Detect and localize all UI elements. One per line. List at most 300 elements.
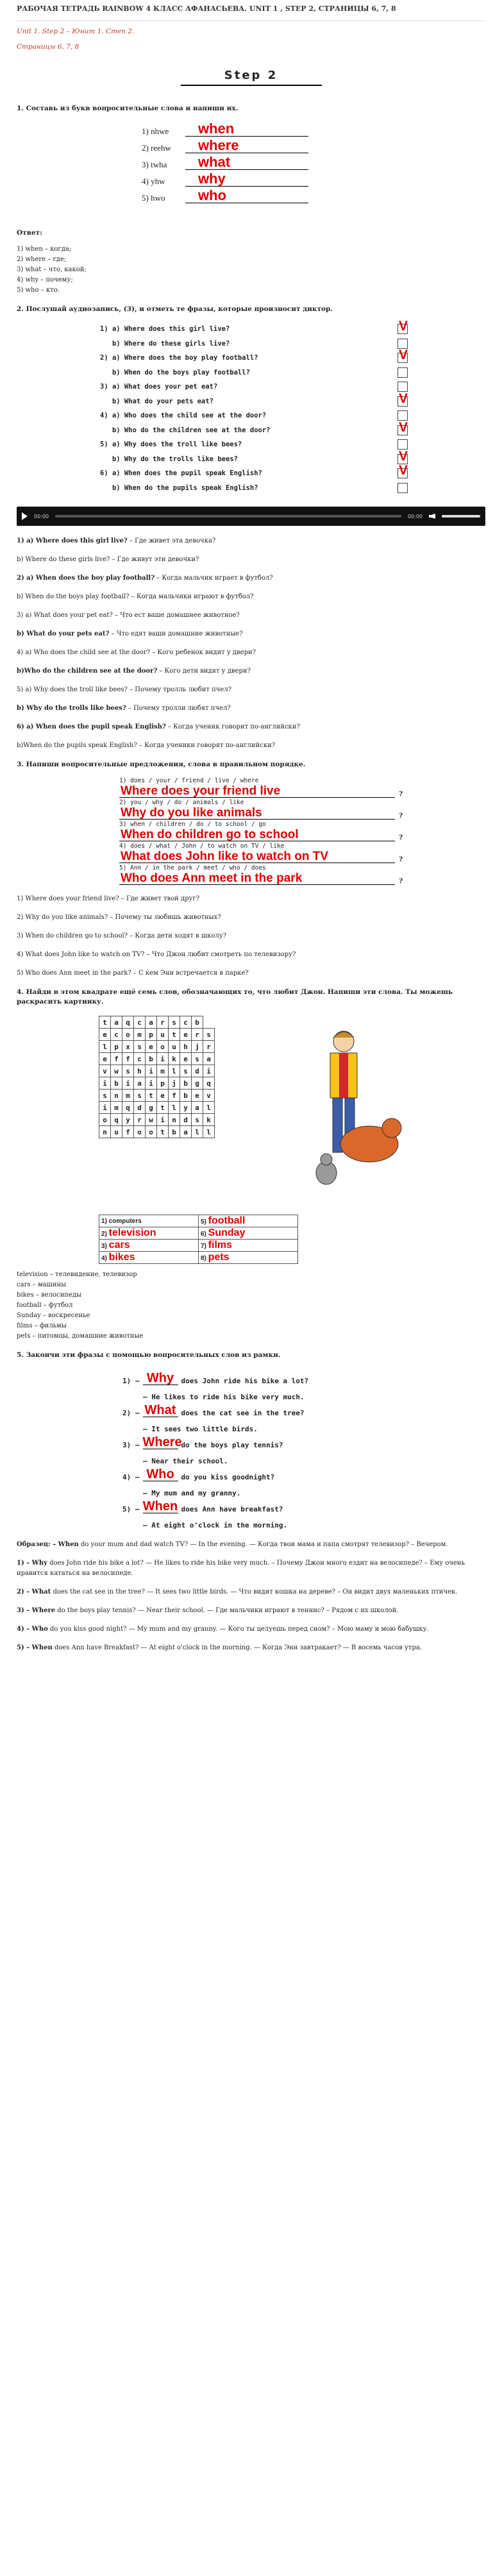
found-words-table	[99, 1215, 298, 1264]
grid-cell: p	[157, 1077, 169, 1090]
check-mark-icon: V	[399, 391, 408, 406]
translation: 5) a) Why does the troll like bees? – Почему тролль любит пчел?	[17, 686, 232, 693]
translation-line	[17, 1587, 485, 1597]
translation: 3) a) What does your pet eat? – Что ест ваше домашнее животное?	[17, 612, 240, 619]
dialog-row	[122, 1433, 424, 1449]
grid-cell: q	[111, 1114, 122, 1126]
grid-cell: p	[146, 1029, 157, 1041]
grid-row	[99, 1090, 215, 1102]
dialog-row	[122, 1481, 424, 1497]
dialog-text: b) Who do the children see at the door?	[100, 426, 271, 434]
task5-translations	[17, 1558, 485, 1653]
grid-cell: f	[122, 1126, 134, 1138]
task2-translations	[17, 536, 485, 751]
found-word: cars	[108, 1240, 130, 1250]
grid-cell: k	[203, 1114, 215, 1126]
dialog-text: 4) a) Who does the child see at the door?	[100, 412, 267, 420]
answer-label: Ответ:	[17, 229, 43, 237]
bold-phrase: b)Who do the children see at the door?	[17, 668, 158, 675]
dialog-row	[100, 437, 408, 452]
question-word: Where	[142, 1435, 182, 1449]
scrambled-word: 4) yhw	[142, 176, 165, 186]
answer-sentence: What does John like to watch on TV	[119, 850, 395, 863]
grid-cell: t	[169, 1029, 180, 1041]
word-row	[142, 120, 308, 137]
answer-row	[119, 871, 414, 885]
question-word: When	[142, 1499, 178, 1513]
grid-cell: s	[203, 1029, 215, 1041]
line-number: 1) —	[122, 1377, 140, 1385]
grid-row	[99, 1065, 215, 1077]
answer-sentence: Who does Ann meet in the park	[119, 872, 395, 885]
grid-cell: a	[146, 1016, 157, 1029]
grid-cell: e	[157, 1090, 169, 1102]
grid-cell: o	[134, 1126, 146, 1138]
grid-cell: r	[203, 1041, 215, 1053]
check-mark-icon: V	[399, 419, 408, 435]
translation: do you kiss good night? — My mum and my granny. — Кого ты целуешь перед сном? – Мою маму и мою бабушку.	[47, 1626, 429, 1633]
page-header: РАБОЧАЯ ТЕТРАДЬ RAINBOW 4 КЛАСС АФАНАСЬЕВА. UNIT 1 , STEP 2, СТРАНИЦЫ 6, 7, 8	[17, 4, 396, 13]
grid-cell: j	[192, 1041, 203, 1053]
audio-player	[17, 507, 485, 526]
letter-grid	[99, 1016, 215, 1138]
grid-cell: k	[169, 1053, 180, 1065]
grid-cell: x	[122, 1041, 134, 1053]
question-mark: ?	[399, 877, 403, 885]
dialog-text: 3) a) What does your pet eat?	[100, 383, 218, 391]
answer-line: 1) when – когда;	[17, 246, 72, 253]
pages-link[interactable]: Страницы 6, 7, 8	[17, 43, 79, 51]
scrambled-word: 2) reehw	[142, 143, 171, 153]
grid-cell: e	[180, 1029, 192, 1041]
translation: does John ride his bike a lot? — He likes to ride his bike very much. – Почему Джон много ездит на велосипеде? – Ему очень нравится кататься на велосипеде.	[17, 1560, 465, 1577]
grid-cell: i	[157, 1053, 169, 1065]
dialog-text: 2) a) Where does the boy play football?	[100, 354, 258, 362]
checkbox[interactable]	[397, 319, 408, 334]
grid-cell: m	[111, 1102, 122, 1114]
dialog-text: do the boys play tennis?	[181, 1441, 283, 1449]
volume-icon[interactable]	[429, 514, 435, 519]
dialog-text: — My mum and my granny.	[143, 1489, 241, 1497]
grid-cell: g	[192, 1077, 203, 1090]
grid-cell: h	[134, 1065, 146, 1077]
dialog-row	[100, 391, 408, 409]
word-table-row	[99, 1215, 298, 1227]
question-mark: ?	[399, 834, 403, 841]
dialog-row	[100, 481, 408, 496]
word-num: 5)	[201, 1218, 208, 1225]
grid-cell: f	[169, 1090, 180, 1102]
translation: – Кого дети видят у двери?	[157, 668, 251, 675]
grid-cell: i	[99, 1077, 111, 1090]
translation: – Где живет эта девочка?	[127, 537, 216, 544]
translation-line	[17, 573, 485, 584]
grid-row	[99, 1102, 215, 1114]
grid-row	[99, 1053, 215, 1065]
translation-line	[17, 536, 485, 546]
translation-line: 2) Why do you like animals? – Почему ты любишь животных?	[17, 914, 221, 921]
scrambled-word: 3) twha	[142, 160, 167, 169]
grid-cell: d	[192, 1065, 203, 1077]
source-words: 4) does / what / John / to watch on TV / like	[119, 843, 285, 850]
grid-cell: a	[111, 1016, 122, 1029]
grid-cell: b	[111, 1077, 122, 1090]
word-cell	[99, 1215, 199, 1227]
answer-word: what	[185, 155, 308, 170]
translation-line	[17, 610, 485, 621]
grid-cell: s	[169, 1016, 180, 1029]
audio-progress-bar[interactable]	[55, 515, 401, 518]
word-num: 8)	[201, 1255, 208, 1262]
dialog-text: 5) a) Why does the troll like bees?	[100, 441, 242, 449]
answer-sentence: Where does your friend live	[119, 785, 395, 798]
answer-row	[119, 784, 414, 798]
line-number: 4) —	[122, 1473, 140, 1481]
grid-cell: q	[122, 1016, 134, 1029]
found-word: football	[208, 1215, 246, 1226]
found-word: films	[208, 1240, 233, 1250]
check-mark-icon: V	[399, 463, 408, 478]
dialog-text: — At eight o'clock in the morning.	[143, 1521, 288, 1529]
grid-cell: i	[203, 1065, 215, 1077]
source-words: 1) does / your / friend / live / where	[119, 777, 259, 784]
word-table-row	[99, 1240, 298, 1252]
grid-cell: y	[122, 1114, 134, 1126]
scrambled-word: 5) hwo	[142, 193, 165, 203]
translation-line: 5) Who does Ann meet in the park? – С кем Эни встречается в парке?	[17, 970, 249, 977]
grid-cell: c	[134, 1053, 146, 1065]
volume-slider[interactable]	[442, 515, 480, 518]
answer-line: 5) who – кто.	[17, 287, 60, 294]
word-cell	[199, 1227, 298, 1240]
dialog-row	[100, 448, 408, 467]
answer-sentence: When do children go to school	[119, 829, 395, 841]
grid-cell: e	[146, 1041, 157, 1053]
grid-cell: v	[99, 1065, 111, 1077]
grid-cell: t	[157, 1126, 169, 1138]
answer-word: when	[185, 122, 308, 137]
bold-phrase: 2) – What	[17, 1588, 51, 1595]
word-row	[142, 170, 308, 187]
grid-cell: f	[111, 1053, 122, 1065]
scrambled-word: 1) nhwe	[142, 126, 169, 136]
grid-cell: i	[146, 1077, 157, 1090]
answer-row	[119, 828, 414, 841]
step-title: Step 2	[224, 69, 278, 82]
grid-cell: c	[134, 1016, 146, 1029]
word-num: 7)	[201, 1243, 208, 1250]
grid-cell: i	[122, 1077, 134, 1090]
grid-cell: e	[99, 1029, 111, 1041]
translation-line	[17, 648, 485, 658]
grid-cell: a	[180, 1126, 192, 1138]
word-row	[142, 187, 308, 203]
answer-line: 2) where – где;	[17, 256, 67, 263]
grid-cell: q	[122, 1102, 134, 1114]
dialog-text: — He likes to ride his bike very much.	[143, 1393, 305, 1401]
dialog-row	[122, 1417, 424, 1433]
found-word: bikes	[108, 1252, 135, 1263]
translation-line	[17, 1624, 485, 1635]
dialog-text: b) What do your pets eat?	[100, 397, 214, 405]
word-table-row	[99, 1252, 298, 1264]
title-underline	[181, 85, 322, 86]
grid-cell: t	[146, 1090, 157, 1102]
task1-title: 1. Составь из букв вопросительные слова и напиши их.	[17, 105, 238, 112]
word-num: 6)	[201, 1231, 208, 1238]
grid-cell: s	[192, 1114, 203, 1126]
grid-cell: y	[180, 1102, 192, 1114]
answer-word: where	[185, 139, 308, 153]
dialog-row	[122, 1369, 424, 1385]
grid-cell: o	[146, 1126, 157, 1138]
task5-title: 5. Закончи эти фразы с помощью вопросительных слов из рамки.	[17, 1351, 281, 1359]
check-mark-icon: V	[399, 319, 408, 334]
translation: b) When do the boys play football? – Когда мальчики играют в футбол?	[17, 593, 254, 600]
dialog-text: — Near their school.	[143, 1457, 228, 1465]
grid-row	[99, 1029, 215, 1041]
word-row	[142, 137, 308, 153]
bold-phrase: 2) a) When does the boy play football?	[17, 575, 155, 582]
word-puzzle	[17, 1016, 485, 1266]
found-word: pets	[208, 1252, 230, 1263]
grid-cell: c	[180, 1016, 192, 1029]
grid-cell: w	[111, 1065, 122, 1077]
grid-cell: j	[169, 1077, 180, 1090]
grid-cell: g	[146, 1102, 157, 1114]
translation-line: 4) What does John like to watch on TV? – Что Джон любит смотреть по телевизору?	[17, 951, 296, 958]
grid-cell: n	[169, 1114, 180, 1126]
grid-cell: f	[122, 1053, 134, 1065]
word-cell	[199, 1240, 298, 1252]
dialog-row	[122, 1385, 424, 1401]
grid-cell: r	[157, 1016, 169, 1029]
dialog-row	[100, 366, 408, 380]
grid-cell: l	[99, 1041, 111, 1053]
translation: – Когда ученик говорит по-английски?	[165, 723, 300, 730]
glossary-line: bikes – велосипеды	[17, 1292, 81, 1299]
grid-cell: r	[192, 1029, 203, 1041]
translation-line: 1) Where does your friend live? – Где живет твой друг?	[17, 895, 200, 902]
checkbox[interactable]	[397, 419, 408, 435]
grid-cell: s	[134, 1090, 146, 1102]
grid-cell: b	[180, 1077, 192, 1090]
grid-cell: b	[180, 1090, 192, 1102]
answer-line: 4) why – почему;	[17, 276, 73, 283]
dialog-text: do you kiss goodnight?	[181, 1473, 275, 1481]
dialog-row	[100, 380, 408, 394]
grid-cell: r	[134, 1114, 146, 1126]
grid-cell: p	[111, 1041, 122, 1053]
grid-cell: c	[111, 1029, 122, 1041]
translation: b) Where do these girls live? – Где живут эти девочки?	[17, 556, 199, 563]
task1-word-box	[142, 120, 308, 203]
word-cell	[99, 1240, 199, 1252]
unit-link[interactable]: Unit 1. Step 2 – Юнит 1. Степ 2.	[17, 28, 135, 35]
line-number: 5) —	[122, 1505, 140, 1513]
grid-cell: i	[146, 1065, 157, 1077]
glossary-line: football – футбол	[17, 1302, 73, 1309]
source-words: 5) Ann / in the park / meet / who / does	[119, 864, 266, 871]
dialog-row	[100, 463, 408, 481]
grid-cell: v	[203, 1090, 215, 1102]
grid-row	[99, 1114, 215, 1126]
translation-line	[17, 1643, 485, 1653]
translation: does Ann have Breakfast? — At eight o'clock in the morning. — Когда Энн завтракает? — В восемь часов утра.	[52, 1644, 422, 1651]
grid-cell: w	[146, 1114, 157, 1126]
dialog-text: b) When do the pupils speak English?	[100, 484, 258, 492]
grid-row	[99, 1077, 215, 1090]
dialog-row	[100, 348, 408, 366]
question-word: Why	[143, 1372, 178, 1385]
dialog-text: b) Why do the trolls like bees?	[100, 455, 238, 463]
question-mark: ?	[399, 812, 403, 820]
task2-dialog-box	[100, 319, 408, 495]
translation-line: 3) When do children go to school? – Когда дети ходят в школу?	[17, 932, 226, 939]
translation-line	[17, 1558, 485, 1579]
answer-word: why	[185, 172, 308, 187]
checkbox[interactable]	[397, 483, 408, 493]
dialog-text: does the cat see in the tree?	[181, 1409, 305, 1417]
grid-cell: b	[169, 1126, 180, 1138]
dialog-text: — It sees two little birds.	[143, 1425, 258, 1433]
answer-sentence: Why do you like animals	[119, 807, 395, 820]
task5-dialog-box	[122, 1369, 424, 1529]
translation: does the cat see in the tree? — It sees two little birds. — Что видит кошка на дереве? – Он видит двух маленьких птичек.	[51, 1588, 458, 1595]
dialog-text: 1) a) Where does this girl live?	[100, 325, 230, 333]
translation-line	[17, 1606, 485, 1616]
grid-cell: o	[99, 1114, 111, 1126]
dialog-row	[122, 1449, 424, 1465]
grid-cell: n	[99, 1126, 111, 1138]
word-num: 2)	[101, 1231, 109, 1238]
word-num: 3)	[101, 1243, 109, 1250]
grid-row	[99, 1126, 215, 1138]
translation-line	[17, 666, 485, 677]
grid-cell: s	[122, 1065, 134, 1077]
grid-cell: a	[203, 1053, 215, 1065]
translation: – Почему тролли любят пчел?	[126, 705, 231, 712]
answer-line: 3) what – что, какой;	[17, 266, 87, 273]
checkbox[interactable]	[397, 348, 408, 363]
dialog-text: 6) a) When does the pupil speak English?	[100, 469, 262, 478]
grid-cell: l	[169, 1102, 180, 1114]
grid-cell: t	[157, 1102, 169, 1114]
word-cell	[99, 1252, 199, 1264]
grid-cell: s	[180, 1065, 192, 1077]
translation: – Когда мальчик играет в футбол?	[155, 575, 273, 582]
audio-time-end: 00:00	[407, 513, 423, 519]
word-num: 1) computers	[101, 1217, 142, 1225]
line-number: 2) —	[122, 1409, 140, 1417]
bold-phrase: 4) – Who	[17, 1626, 48, 1633]
grid-cell: m	[122, 1090, 134, 1102]
grid-cell: t	[99, 1016, 111, 1029]
found-word: television	[108, 1227, 156, 1238]
dialog-text: b) When do the boys play football?	[100, 368, 250, 376]
grid-cell: d	[180, 1114, 192, 1126]
checkbox[interactable]	[397, 391, 408, 407]
grid-cell: u	[111, 1126, 122, 1138]
grid-cell: l	[192, 1126, 203, 1138]
glossary-line: television – телевидение, телевизор	[17, 1271, 137, 1278]
glossary-line: films – фильмы	[17, 1322, 67, 1329]
question-mark: ?	[399, 855, 403, 863]
word-cell	[199, 1215, 298, 1227]
grid-cell: e	[192, 1090, 203, 1102]
answer-row	[119, 806, 414, 820]
grid-cell: u	[169, 1041, 180, 1053]
bold-phrase: 1) – Why	[17, 1560, 47, 1567]
glossary-line: pets – питомцы, домашние животные	[17, 1333, 144, 1340]
word-num: 4)	[101, 1255, 109, 1262]
translation-line	[17, 741, 485, 751]
grid-cell: s	[99, 1090, 111, 1102]
word-table-row	[99, 1227, 298, 1240]
dialog-text: does Ann have breakfast?	[181, 1505, 283, 1513]
task4-title: 4. Найди в этом квадрате ещё семь слов, обозначающих то, что любит Джон. Напиши эти слова. Ты можешь раскрасить картинку.	[17, 988, 453, 1006]
translation-line	[17, 703, 485, 714]
grid-cell: l	[203, 1126, 215, 1138]
answer-word: who	[185, 189, 308, 203]
line-number: 3) —	[122, 1441, 140, 1449]
dialog-text: does John ride his bike a lot?	[181, 1377, 309, 1385]
task4-glossary	[17, 1270, 485, 1342]
checkbox[interactable]	[397, 367, 408, 378]
source-words: 2) you / why / do / animals / like	[119, 799, 244, 806]
grid-cell: m	[157, 1065, 169, 1077]
grid-row	[99, 1041, 215, 1053]
bold-phrase: 5) – When	[17, 1644, 53, 1651]
grid-cell: q	[203, 1077, 215, 1090]
question-word: Who	[143, 1468, 178, 1481]
grid-cell: i	[99, 1102, 111, 1114]
grid-cell: o	[157, 1041, 169, 1053]
answer-row	[119, 850, 414, 863]
task2-title: 2. Послушай аудиозапись, (3), и отметь те фразы, которые произносит диктор.	[17, 305, 333, 313]
task3-title: 3. Напиши вопросительные предложения, слова в правильном порядке.	[17, 761, 306, 768]
grid-cell: e	[180, 1053, 192, 1065]
bold-phrase: b) Why do the trolls like bees?	[17, 705, 126, 712]
checkbox[interactable]	[397, 463, 408, 478]
grid-cell: h	[180, 1041, 192, 1053]
audio-time-start: 00:00	[34, 513, 49, 519]
grid-cell: a	[134, 1077, 146, 1090]
dialog-text: b) Where do these girls live?	[100, 339, 230, 348]
bold-phrase: 1) a) Where does this girl live?	[17, 537, 128, 544]
grid-cell: n	[111, 1090, 122, 1102]
source-words: 3) when / children / do / to school / go	[119, 821, 266, 828]
translation-line	[17, 722, 485, 732]
bold-phrase: b) What do your pets eat?	[17, 630, 110, 637]
grid-cell: l	[169, 1065, 180, 1077]
word-cell	[199, 1252, 298, 1264]
translation-line	[17, 685, 485, 695]
translation-line	[17, 629, 485, 639]
translation-line	[17, 592, 485, 602]
dialog-row	[100, 337, 408, 351]
grid-cell: l	[203, 1102, 215, 1114]
question-word: What	[143, 1404, 178, 1417]
grid-cell: m	[134, 1029, 146, 1041]
bold-phrase: 3) – Where	[17, 1607, 56, 1614]
dialog-row	[100, 408, 408, 423]
found-word: Sunday	[208, 1227, 246, 1238]
dialog-row	[100, 419, 408, 438]
dialog-row	[122, 1513, 424, 1529]
play-icon[interactable]	[22, 512, 28, 520]
grid-cell: s	[134, 1041, 146, 1053]
